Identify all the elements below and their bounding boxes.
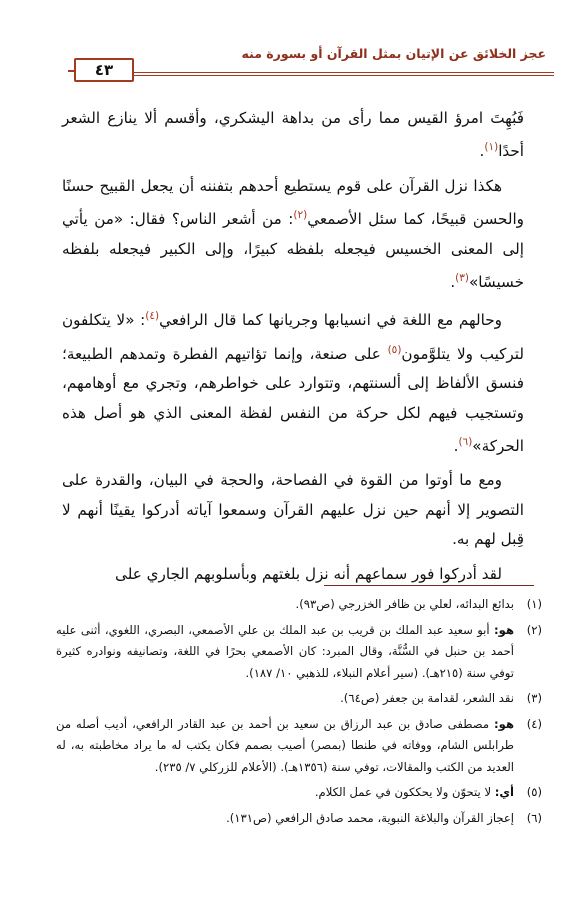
page-number: ٤٣ — [94, 61, 114, 79]
paragraph-2-text-a: هكذا نزل القرآن على قوم يستطيع أحدهم بتفننه أن يجعل القبيح حسنًا والحسن قبيحًا، كما سئل الأصمعي — [62, 176, 524, 229]
paragraph-5-text: لقد أدركوا فور سماعهم أنه نزل بلغتهم وبأسلوبهم الجاري على — [115, 564, 502, 583]
paragraph-3-text-a: وحالهم مع اللغة في انسيابها وجريانها كما قال الرافعي — [159, 311, 502, 330]
footnote-text — [56, 594, 514, 616]
footnote-separator — [324, 585, 534, 586]
paragraph-1-text: فَبُهِتَ امرؤ القيس مما رأى من بداهة اليشكري، وأقسم ألا ينازع الشعر أحدًا — [62, 109, 524, 161]
footnote-body: لا يتحوّن ولا يحككون في عمل الكلام. — [314, 785, 495, 799]
paragraph-2 — [62, 172, 524, 298]
footnote-text — [56, 782, 514, 804]
paragraph-3-tail: . — [453, 437, 459, 456]
paragraph-3-text-b: : «لا يتكلفون لتركيب ولا يتلوَّمون — [62, 311, 524, 363]
footnote-ref-2[interactable]: (٢) — [293, 209, 308, 222]
footnote-ref-3[interactable]: (٣) — [455, 272, 469, 285]
paragraph-3 — [62, 302, 524, 461]
footnote-body: أبو سعيد عبد الملك بن قريب بن عبد الملك بن علي الأصمعي، البصري، اللغوي، أثنى عليه أحمد بن حنبل في السُّنَّة، وقال المبرد: كان الأصمعي بحرًا في اللغة، وتصانيفه ونوادره كثيرة توفي سنة (٢١٥هـ). (سير أعلام النبلاء، للذهبي ١٠/ ١٨٧). — [56, 622, 514, 680]
paragraph-2-text-b: : من أشعر الناس؟ فقال: «من يأتي إلى المعنى الخسيس فيجعله بلفظه كبيرًا، وإلى الكبير فيجعله بلفظه خسيسًا» — [62, 210, 524, 292]
paragraph-1-tail: . — [479, 142, 485, 161]
footnote-3 — [56, 688, 542, 710]
header-rule-second — [134, 75, 554, 76]
footnote-text — [56, 620, 514, 685]
paragraph-1 — [62, 104, 524, 167]
footnote-number: (٤) — [526, 716, 542, 731]
page-number-box — [74, 58, 134, 82]
footnote-number: (١) — [526, 597, 542, 611]
footnote-text — [56, 808, 514, 830]
paragraph-3-text-c: على صنعة، وإنما تؤاتيهم الفطرة وتمدهم الطبيعة؛ فنسق الألفاظ إلى ألسنتهم، وتتوارد على خواطرهم، وتجري مع أوهامهم، وتستجيب فيهم لكل حركة من النفس لفظة المعنى الذي هو أصل هذه الحركة» — [62, 344, 524, 456]
header-rule — [134, 72, 554, 73]
footnote-body: مصطفى صادق بن عبد الرزاق بن سعيد بن أحمد بن عبد القادر الرافعي، أديب أصله من طرابلس الشام، ووفاته في طنطا (بمصر) أصيب بصمم فكان يكتب له ما يراد مخاطبته به، له العديد من الكتب والمقالات، توفي سنة (١٣٥٦هـ). (الأعلام للزركلي ٧/ ٢٣٥). — [56, 716, 514, 774]
footnote-label: هو: — [494, 622, 514, 637]
page-header — [24, 44, 554, 86]
paragraph-4-text: ومع ما أوتوا من القوة في الفصاحة، والحجة في البيان، والقدرة على التصوير إلا أنهم حين نزل عليهم القرآن وسمعوا آياته أدركوا يقينًا أنهم لا قِبل لهم به. — [62, 471, 524, 549]
footnote-number: (٥) — [526, 785, 542, 799]
footnote-body: بدائع البدائه، لعلي بن ظافر الخزرجي (ص٩٣). — [295, 597, 514, 611]
footnote-6 — [56, 808, 542, 830]
footnote-number: (٣) — [526, 691, 542, 705]
footnote-body: نقد الشعر، لقدامة بن جعفر (ص٦٤). — [340, 691, 514, 705]
footnote-ref-1[interactable]: (١) — [484, 141, 499, 154]
footnote-text — [56, 714, 514, 779]
footnote-4 — [56, 714, 542, 779]
footnote-text — [56, 688, 514, 710]
footnote-label: هو: — [494, 716, 514, 731]
footnote-number: (٢) — [526, 622, 542, 637]
footnote-1 — [56, 594, 542, 616]
running-title: عجز الخلائق عن الإتيان بمثل القرآن أو بسورة منه — [241, 46, 546, 61]
main-text — [62, 104, 524, 594]
footnote-ref-6[interactable]: (٦) — [458, 436, 473, 449]
paragraph-4 — [62, 466, 524, 554]
footnotes — [56, 594, 542, 833]
footnote-number: (٦) — [526, 810, 542, 825]
footnote-5 — [56, 782, 542, 804]
footnote-2 — [56, 620, 542, 685]
footnote-ref-4[interactable]: (٤) — [145, 310, 160, 323]
paragraph-2-tail: . — [450, 273, 456, 292]
footnote-label: أي: — [494, 785, 514, 799]
footnote-body: إعجاز القرآن والبلاغة النبوية، محمد صادق الرافعي (ص١٣١). — [226, 810, 514, 825]
footnote-ref-5[interactable]: (٥) — [387, 343, 402, 356]
